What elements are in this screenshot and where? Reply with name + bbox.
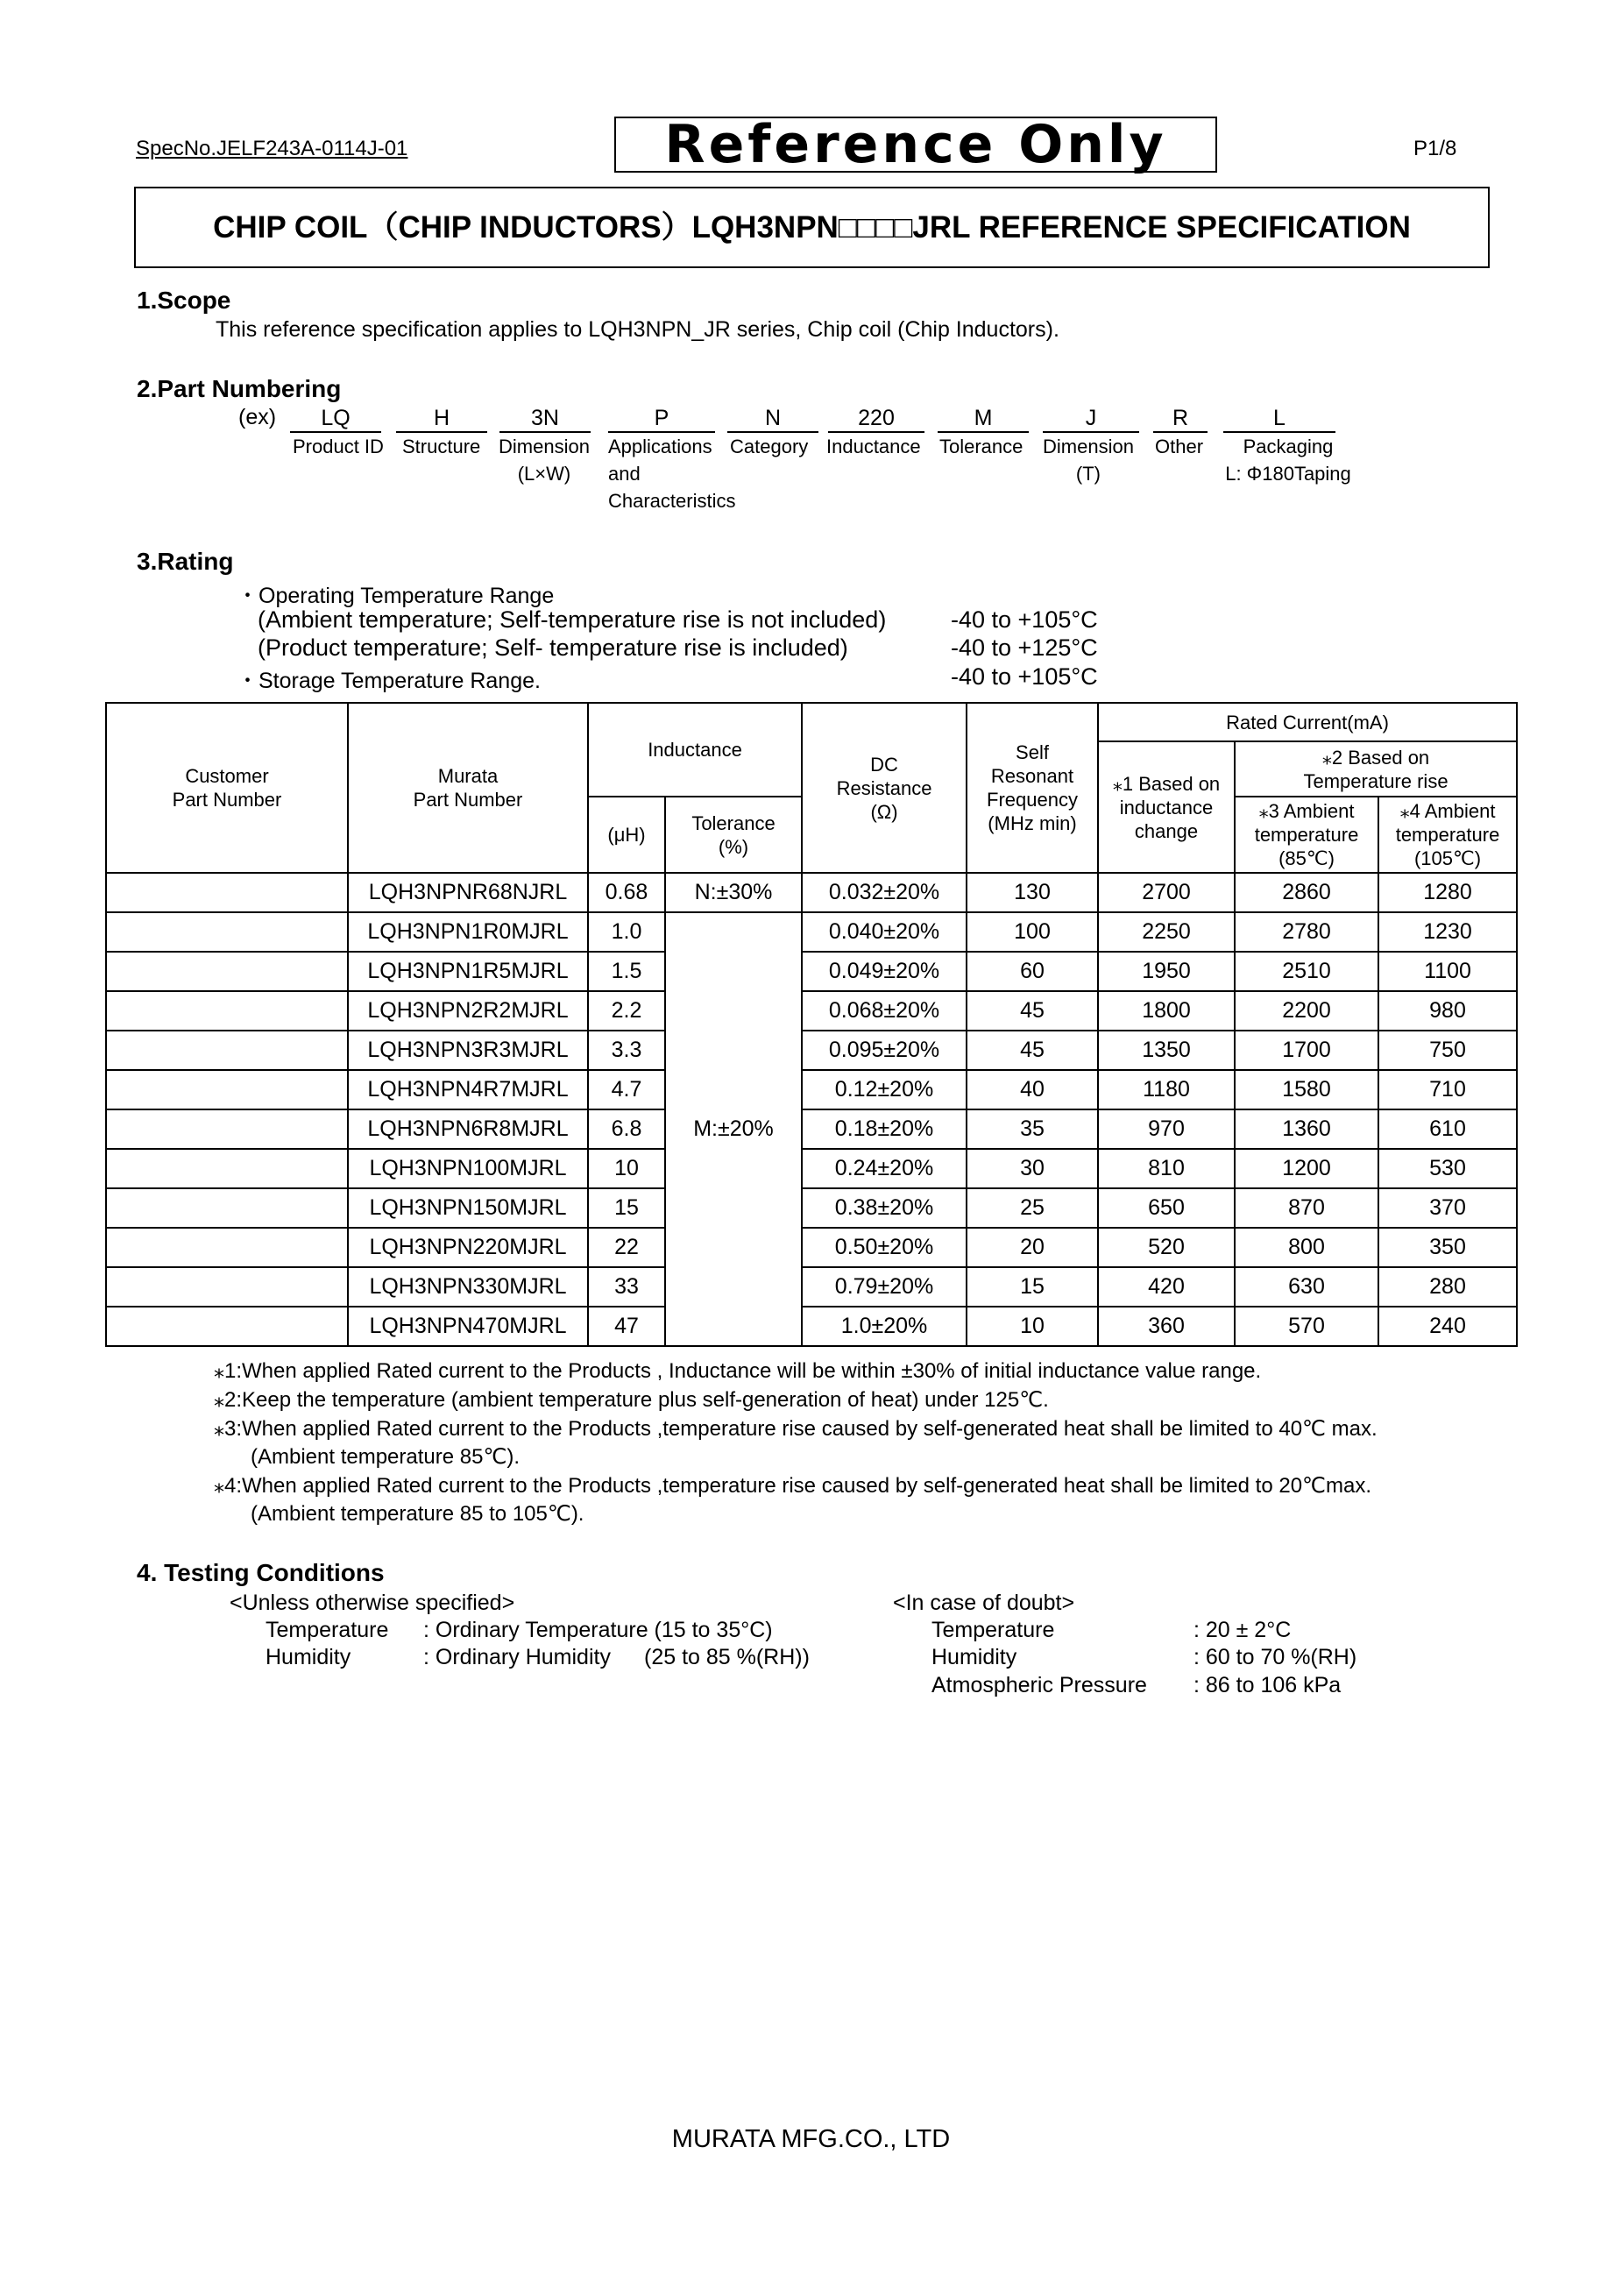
rated-85: 630 (1235, 1267, 1378, 1307)
pn-label: Dimension (L×W) (499, 436, 590, 485)
murata-part: LQH3NPN2R2MJRL (348, 991, 588, 1031)
tolerance-m: M:±20% (665, 912, 802, 1346)
spec-number: SpecNo.JELF243A-0114J-01 (136, 137, 408, 160)
pn-label: Structure (402, 436, 481, 457)
murata-part: LQH3NPN1R5MJRL (348, 952, 588, 991)
th-inductance: Inductance (588, 703, 802, 797)
pn-label: Category (730, 436, 809, 457)
customer-part (106, 1228, 348, 1267)
product-temp-label: (Product temperature; Self- temperature rise is included) (258, 634, 848, 661)
scope-text: This reference specification applies to LQH3NPN_JR series, Chip coil (Chip Inductors). (216, 317, 1059, 342)
customer-part (106, 1109, 348, 1149)
pn-label: Dimension (T) (1043, 436, 1134, 485)
rated-105: 750 (1378, 1031, 1517, 1070)
srf: 45 (967, 991, 1098, 1031)
document-title: CHIP COIL（CHIP INDUCTORS）LQH3NPN□□□□JRL REFERENCE SPECIFICATION (134, 187, 1490, 268)
rated-105: 710 (1378, 1070, 1517, 1109)
srf: 60 (967, 952, 1098, 991)
inductance-uh: 10 (588, 1149, 665, 1188)
pn-code: 220 (828, 405, 924, 433)
customer-part (106, 912, 348, 952)
table-row (106, 1188, 1517, 1228)
customer-part (106, 1070, 348, 1109)
th-tolerance: Tolerance (%) (665, 797, 802, 873)
dc-resistance: 0.50±20% (802, 1228, 967, 1267)
rated-85: 570 (1235, 1307, 1378, 1346)
rated-105: 370 (1378, 1188, 1517, 1228)
pn-label: Other (1155, 436, 1204, 457)
rated-85: 2200 (1235, 991, 1378, 1031)
table-row (106, 873, 1517, 912)
rated-inductance: 420 (1098, 1267, 1235, 1307)
rated-inductance: 1950 (1098, 952, 1235, 991)
th-dc-resistance: DC Resistance (Ω) (802, 703, 967, 873)
table-row (106, 1070, 1517, 1109)
th-murata: Murata Part Number (348, 703, 588, 873)
pn-code: H (396, 405, 487, 433)
customer-part (106, 1149, 348, 1188)
doubt-pressure-label: Atmospheric Pressure (931, 1673, 1147, 1697)
pn-label: Inductance (826, 436, 921, 457)
srf: 30 (967, 1149, 1098, 1188)
dc-resistance: 1.0±20% (802, 1307, 967, 1346)
dc-resistance: 0.095±20% (802, 1031, 967, 1070)
table-row (106, 1228, 1517, 1267)
inductance-uh: 4.7 (588, 1070, 665, 1109)
dc-resistance: 0.79±20% (802, 1267, 967, 1307)
dc-resistance: 0.068±20% (802, 991, 967, 1031)
th-ambient-105: ⁎4 Ambient temperature (105℃) (1378, 797, 1517, 873)
scope-heading: 1.Scope (137, 287, 231, 314)
rated-85: 1580 (1235, 1070, 1378, 1109)
rated-inductance: 1800 (1098, 991, 1235, 1031)
dc-resistance: 0.049±20% (802, 952, 967, 991)
murata-part: LQH3NPN1R0MJRL (348, 912, 588, 952)
table-row (106, 991, 1517, 1031)
pn-label: Product ID (293, 436, 384, 457)
rated-inductance: 970 (1098, 1109, 1235, 1149)
murata-part: LQH3NPN470MJRL (348, 1307, 588, 1346)
inductance-uh: 0.68 (588, 873, 665, 912)
pn-label: Applications and Characteristics (608, 436, 736, 512)
note-1: ⁎1:When applied Rated current to the Products , Inductance will be within ±30% of initial inductance value range. (214, 1359, 1262, 1383)
doubt-pressure-value: : 86 to 106 kPa (1193, 1673, 1342, 1697)
inductance-uh: 2.2 (588, 991, 665, 1031)
rated-inductance: 2250 (1098, 912, 1235, 952)
murata-part: LQH3NPN330MJRL (348, 1267, 588, 1307)
ambient-temp-value: -40 to +105°C (951, 606, 1098, 633)
testing-humidity-label: Humidity (266, 1645, 351, 1669)
murata-part: LQH3NPN4R7MJRL (348, 1070, 588, 1109)
murata-part: LQH3NPNR68NJRL (348, 873, 588, 912)
testing-humidity-value: : Ordinary Humidity (423, 1645, 611, 1669)
doubt-humidity-value: : 60 to 70 %(RH) (1193, 1645, 1357, 1669)
rated-85: 2860 (1235, 873, 1378, 912)
dc-resistance: 0.040±20% (802, 912, 967, 952)
note-4: ⁎4:When applied Rated current to the Products ,temperature rise caused by self-generated heat shall be limited to 20℃max. (214, 1474, 1371, 1498)
note-2: ⁎2:Keep the temperature (ambient temperature plus self-generation of heat) under 125℃. (214, 1388, 1049, 1412)
testing-left-title: <Unless otherwise specified> (230, 1591, 515, 1615)
inductance-uh: 1.0 (588, 912, 665, 952)
dc-resistance: 0.38±20% (802, 1188, 967, 1228)
rated-105: 1100 (1378, 952, 1517, 991)
page-number: P1/8 (1413, 137, 1457, 160)
rated-inductance: 520 (1098, 1228, 1235, 1267)
murata-part: LQH3NPN220MJRL (348, 1228, 588, 1267)
th-based-inductance: ⁎1 Based on inductance change (1098, 741, 1235, 873)
doubt-humidity-label: Humidity (931, 1645, 1017, 1669)
rated-85: 870 (1235, 1188, 1378, 1228)
dc-resistance: 0.032±20% (802, 873, 967, 912)
rated-105: 350 (1378, 1228, 1517, 1267)
inductance-uh: 22 (588, 1228, 665, 1267)
rated-inductance: 1350 (1098, 1031, 1235, 1070)
inductance-uh: 33 (588, 1267, 665, 1307)
pn-code: LQ (290, 405, 381, 433)
customer-part (106, 1307, 348, 1346)
srf: 15 (967, 1267, 1098, 1307)
rated-105: 1280 (1378, 873, 1517, 912)
rated-105: 980 (1378, 991, 1517, 1031)
rated-85: 1700 (1235, 1031, 1378, 1070)
part-numbering-heading: 2.Part Numbering (137, 375, 342, 402)
part-numbering-ex: (ex) (238, 405, 277, 429)
rating-heading: 3.Rating (137, 548, 234, 575)
reference-only-stamp: Reference Only (614, 117, 1217, 173)
srf: 130 (967, 873, 1098, 912)
rated-inductance: 1180 (1098, 1070, 1235, 1109)
srf: 25 (967, 1188, 1098, 1228)
customer-part (106, 1031, 348, 1070)
rated-85: 2510 (1235, 952, 1378, 991)
pn-code: 3N (499, 405, 591, 433)
note-3: ⁎3:When applied Rated current to the Products ,temperature rise caused by self-generated heat shall be limited to 40℃ max. (214, 1417, 1378, 1441)
storage-temp-value: -40 to +105°C (951, 663, 1098, 690)
table-row (106, 1109, 1517, 1149)
note-4-sub: (Ambient temperature 85 to 105℃). (251, 1502, 584, 1526)
note-3-sub: (Ambient temperature 85℃). (251, 1445, 521, 1469)
rated-inductance: 360 (1098, 1307, 1235, 1346)
srf: 40 (967, 1070, 1098, 1109)
srf: 100 (967, 912, 1098, 952)
inductance-uh: 3.3 (588, 1031, 665, 1070)
product-temp-value: -40 to +125°C (951, 634, 1098, 661)
customer-part (106, 1267, 348, 1307)
tolerance-n: N:±30% (665, 873, 802, 912)
table-row (106, 1307, 1517, 1346)
table-row (106, 1149, 1517, 1188)
inductance-uh: 15 (588, 1188, 665, 1228)
dc-resistance: 0.18±20% (802, 1109, 967, 1149)
srf: 35 (967, 1109, 1098, 1149)
table-row (106, 1267, 1517, 1307)
testing-temp-label: Temperature (266, 1618, 389, 1642)
doubt-temp-value: : 20 ± 2°C (1193, 1618, 1292, 1642)
rated-inductance: 2700 (1098, 873, 1235, 912)
pn-code: J (1043, 405, 1139, 433)
rated-85: 1200 (1235, 1149, 1378, 1188)
company-footer: MURATA MFG.CO., LTD (671, 2125, 951, 2153)
pn-label: Packaging L: Φ180Taping (1225, 436, 1351, 485)
doubt-temp-label: Temperature (931, 1618, 1055, 1642)
testing-temp-value: : Ordinary Temperature (15 to 35°C) (423, 1618, 773, 1642)
rated-105: 240 (1378, 1307, 1517, 1346)
op-temp-label: ・Operating Temperature Range (237, 584, 555, 608)
dc-resistance: 0.24±20% (802, 1149, 967, 1188)
murata-part: LQH3NPN3R3MJRL (348, 1031, 588, 1070)
th-customer: Customer Part Number (106, 703, 348, 873)
table-row (106, 912, 1517, 952)
customer-part (106, 1188, 348, 1228)
pn-code: P (608, 405, 715, 433)
murata-part: LQH3NPN150MJRL (348, 1188, 588, 1228)
inductance-uh: 1.5 (588, 952, 665, 991)
th-uh: (μH) (588, 797, 665, 873)
rated-inductance: 810 (1098, 1149, 1235, 1188)
testing-humidity-range: (25 to 85 %(RH)) (644, 1645, 810, 1669)
storage-temp-label: ・Storage Temperature Range. (237, 669, 541, 693)
inductance-uh: 6.8 (588, 1109, 665, 1149)
pn-code: N (727, 405, 818, 433)
pn-code: L (1223, 405, 1335, 433)
customer-part (106, 952, 348, 991)
pn-label: Tolerance (939, 436, 1023, 457)
customer-part (106, 991, 348, 1031)
testing-heading: 4. Testing Conditions (137, 1559, 385, 1586)
th-self-resonant: Self Resonant Frequency (MHz min) (967, 703, 1098, 873)
table-row (106, 1031, 1517, 1070)
pn-code: R (1153, 405, 1208, 433)
th-based-temp-rise: ⁎2 Based on Temperature rise (1235, 741, 1517, 797)
inductance-uh: 47 (588, 1307, 665, 1346)
rated-inductance: 650 (1098, 1188, 1235, 1228)
table-row (106, 952, 1517, 991)
dc-resistance: 0.12±20% (802, 1070, 967, 1109)
rating-table (105, 702, 1518, 1347)
rated-105: 530 (1378, 1149, 1517, 1188)
ambient-temp-label: (Ambient temperature; Self-temperature rise is not included) (258, 606, 887, 633)
rated-85: 2780 (1235, 912, 1378, 952)
rated-105: 610 (1378, 1109, 1517, 1149)
murata-part: LQH3NPN100MJRL (348, 1149, 588, 1188)
th-rated-current: Rated Current(mA) (1098, 703, 1517, 741)
srf: 10 (967, 1307, 1098, 1346)
rated-105: 280 (1378, 1267, 1517, 1307)
pn-code: M (938, 405, 1029, 433)
rated-85: 800 (1235, 1228, 1378, 1267)
srf: 45 (967, 1031, 1098, 1070)
rated-105: 1230 (1378, 912, 1517, 952)
murata-part: LQH3NPN6R8MJRL (348, 1109, 588, 1149)
srf: 20 (967, 1228, 1098, 1267)
rated-85: 1360 (1235, 1109, 1378, 1149)
th-ambient-85: ⁎3 Ambient temperature (85℃) (1235, 797, 1378, 873)
customer-part (106, 873, 348, 912)
testing-right-title: <In case of doubt> (893, 1591, 1075, 1615)
